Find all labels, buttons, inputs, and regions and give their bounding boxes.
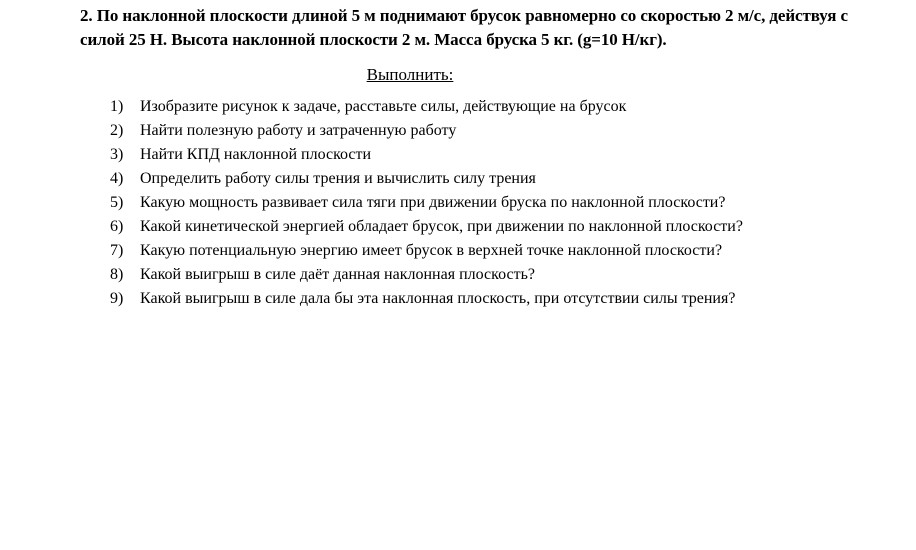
task-item xyxy=(110,168,860,190)
task-text: Найти КПД наклонной плоскости xyxy=(140,146,372,163)
task-item xyxy=(110,192,860,214)
task-item xyxy=(110,96,860,118)
task-text: Какой кинетической энергией обладает брусок, при движении по наклонной плоскости? xyxy=(140,218,743,235)
document-page xyxy=(80,4,860,312)
task-item xyxy=(110,216,860,238)
task-text: Определить работу силы трения и вычислить силу трения xyxy=(140,170,536,187)
tasks-heading: Выполнить: xyxy=(366,65,454,84)
task-text: Какой выигрыш в силе дала бы эта наклонная плоскость, при отсутствии силы трения? xyxy=(140,290,736,307)
task-number: 9) xyxy=(110,290,124,307)
task-number: 1) xyxy=(110,98,124,115)
task-item xyxy=(110,120,860,142)
task-number: 3) xyxy=(110,146,124,163)
task-text: Какую потенциальную энергию имеет брусок в верхней точке наклонной плоскости? xyxy=(140,242,723,259)
task-item xyxy=(110,288,860,310)
task-text: Найти полезную работу и затраченную работу xyxy=(140,122,457,139)
task-number: 7) xyxy=(110,242,124,259)
task-number: 8) xyxy=(110,266,124,283)
problem-statement: 2. По наклонной плоскости длиной 5 м поднимают брусок равномерно со скоростью 2 м/с, действуя с силой 25 Н. Высота наклонной плоскости 2 м. Масса бруска 5 кг. (g=10 Н/кг). xyxy=(80,6,848,49)
task-number: 2) xyxy=(110,122,124,139)
task-text: Какую мощность развивает сила тяги при движении бруска по наклонной плоскости? xyxy=(140,194,726,211)
task-item xyxy=(110,264,860,286)
task-number: 4) xyxy=(110,170,124,187)
task-number: 6) xyxy=(110,218,124,235)
task-list xyxy=(80,96,860,310)
task-item xyxy=(110,144,860,166)
task-number: 5) xyxy=(110,194,124,211)
task-text: Изобразите рисунок к задаче, расставьте силы, действующие на брусок xyxy=(140,98,627,115)
task-item xyxy=(110,240,860,262)
task-text: Какой выигрыш в силе даёт данная наклонная плоскость? xyxy=(140,266,535,283)
